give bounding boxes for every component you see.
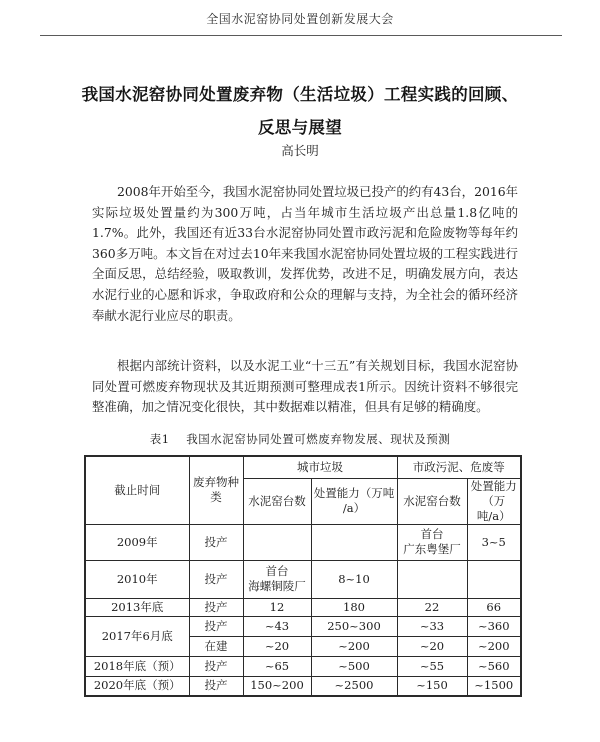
table-row — [85, 656, 521, 676]
cell-date: 2018年底（预） — [85, 656, 189, 676]
author-name: 高长明 — [281, 143, 319, 158]
table-row — [85, 598, 521, 616]
cell-value: 8~10 — [311, 560, 397, 598]
header-group-sludge-hazardous: 市政污泥、危废等 — [397, 456, 521, 478]
cell-value: 22 — [397, 598, 467, 616]
cell-value: ~55 — [397, 656, 467, 676]
cell-value — [467, 560, 521, 598]
cell-value: 3~5 — [467, 524, 521, 560]
cell-value: 150~200 — [243, 676, 311, 696]
cell-value: ~1500 — [467, 676, 521, 696]
article-title-line2: 反思与展望 — [258, 118, 342, 137]
cell-value: 首台 海螺铜陵厂 — [243, 560, 311, 598]
cell-value: ~200 — [311, 636, 397, 656]
cell-type: 投产 — [189, 524, 243, 560]
table-row — [85, 560, 521, 598]
cell-value: ~65 — [243, 656, 311, 676]
table-row — [85, 616, 521, 636]
cell-value: 180 — [311, 598, 397, 616]
cell-value: ~360 — [467, 616, 521, 636]
body-paragraph-2: 根据内部统计资料，以及水泥工业“十三五”有关规划目标，我国水泥窑协同处置可燃废弃物现状及其近期预测可整理成表1所示。因统计资料不够很完整准确，加之情况变化很快，其中数据难以精准，但具有足够的精确度。 — [92, 358, 518, 415]
body-paragraph-1: 2008年开始至今，我国水泥窑协同处置垃圾已投产的约有43台，2016年实际垃圾处置量约为300万吨，占当年城市生活垃圾产出总量1.8亿吨的1.7%。此外，我国还有近33台水泥窑协同处置市政污泥和危险废物等每年约360多万吨。本文旨在对过去10年来我国水泥窑协同处置垃圾的工程实践进行全面反思，总结经验，吸取教训，发挥优势，改进不足，明确发展方向，表达水泥行业的心愿和诉求，争取政府和公众的理解与支持，为全社会的循环经济奉献水泥行业应尽的职责。 — [92, 184, 518, 323]
cell-value: 12 — [243, 598, 311, 616]
table-caption: 表1 我国水泥窑协同处置可燃废弃物发展、现状及预测 — [149, 432, 451, 446]
cell-value: ~150 — [397, 676, 467, 696]
cell-value — [311, 524, 397, 560]
cell-type: 在建 — [189, 636, 243, 656]
header-waste-type: 废弃物种 类 — [189, 456, 243, 524]
cell-type: 投产 — [189, 616, 243, 636]
cell-value: 66 — [467, 598, 521, 616]
header-group-municipal-waste: 城市垃圾 — [243, 456, 397, 478]
cell-date: 2009年 — [85, 524, 189, 560]
cell-type: 投产 — [189, 598, 243, 616]
header-capacity-municipal: 处置能力（万吨 /a） — [311, 478, 397, 524]
cell-value: ~2500 — [311, 676, 397, 696]
cell-value: ~20 — [397, 636, 467, 656]
running-header: 全国水泥窑协同处置创新发展大会 — [206, 12, 394, 26]
cell-value: ~560 — [467, 656, 521, 676]
table-row — [85, 676, 521, 696]
cell-value — [243, 524, 311, 560]
cell-value — [397, 560, 467, 598]
cell-date: 2010年 — [85, 560, 189, 598]
cell-value: ~43 — [243, 616, 311, 636]
header-capacity-sludge: 处置能力（万 吨/a） — [467, 478, 521, 524]
cell-value: ~33 — [397, 616, 467, 636]
cell-value: ~500 — [311, 656, 397, 676]
cell-value: 250~300 — [311, 616, 397, 636]
cell-type: 投产 — [189, 560, 243, 598]
cell-value: ~20 — [243, 636, 311, 656]
cell-date: 2017年6月底 — [85, 616, 189, 656]
header-rule — [40, 35, 562, 36]
header-kiln-count: 水泥窑台数 — [243, 478, 311, 524]
header-kiln-count-2: 水泥窑台数 — [397, 478, 467, 524]
cell-value: 首台 广东粤堡厂 — [397, 524, 467, 560]
table-row — [85, 524, 521, 560]
cell-date: 2020年底（预） — [85, 676, 189, 696]
cell-type: 投产 — [189, 656, 243, 676]
cell-value: ~200 — [467, 636, 521, 656]
cell-date: 2013年底 — [85, 598, 189, 616]
article-title-line1: 我国水泥窑协同处置废弃物（生活垃圾）工程实践的回顾、 — [81, 85, 519, 104]
data-table — [84, 455, 522, 697]
header-date: 截止时间 — [85, 456, 189, 524]
cell-type: 投产 — [189, 676, 243, 696]
